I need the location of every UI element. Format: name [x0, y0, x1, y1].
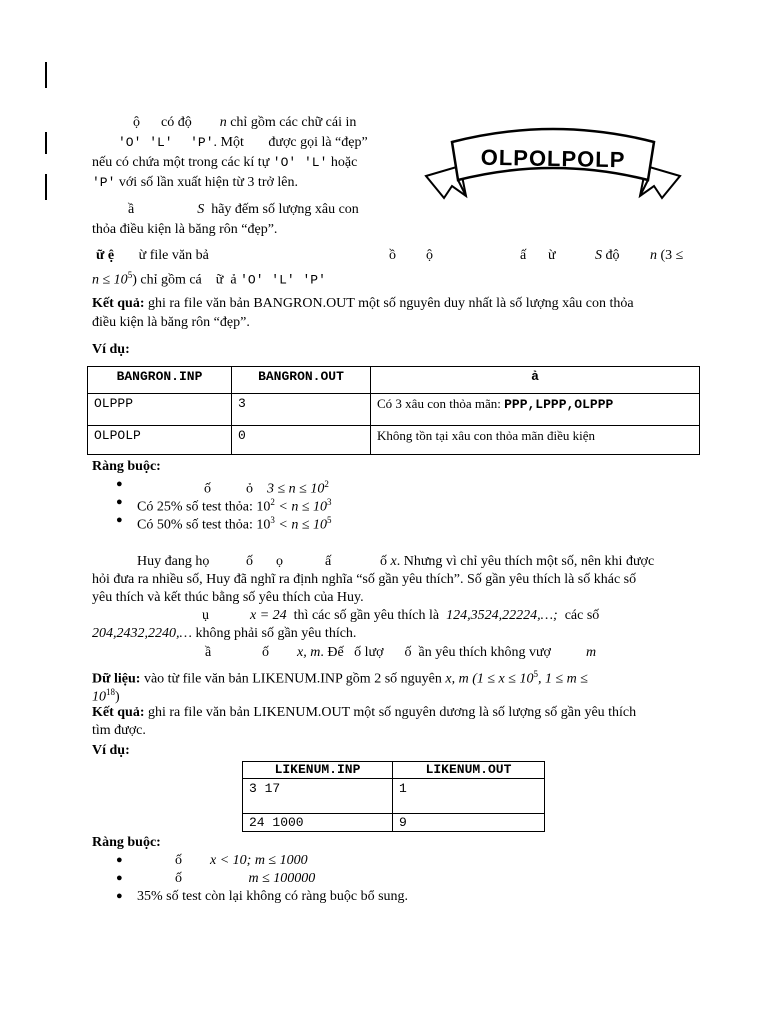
problem1-line: $n \le 10^5$) chỉ gồm cá ữ ả 'O' 'L' 'P' — [92, 270, 326, 288]
problem2-result: tìm được. — [92, 723, 146, 738]
revision-bar — [45, 62, 47, 88]
revision-bar — [45, 132, 47, 154]
example-table-2 — [242, 761, 545, 832]
table-cell: OLPPP — [88, 394, 232, 426]
bullet-icon: ● — [116, 890, 123, 902]
table-cell: 1 — [393, 779, 545, 814]
revision-bar — [45, 174, 47, 200]
table-cell: OLPOLP — [88, 426, 232, 455]
problem2-line: ố x, m. Đế ố lượ ố ần yêu thích không vượ m — [262, 645, 597, 660]
bullet-icon: ● — [116, 854, 123, 866]
problem1-line: thỏa điều kiện là băng rôn “đẹp”. — [92, 222, 278, 237]
bullet-icon: ● — [116, 478, 123, 490]
table-header: LIKENUM.INP — [243, 762, 393, 779]
problem2-result: Kết quả: ghi ra file văn bản LIKENUM.OUT một số nguyên dương là số lượng số gần yêu thích — [92, 705, 637, 720]
table-header: ả — [371, 367, 700, 394]
problem1-line: ữ ệ ừ file văn bả — [96, 248, 209, 263]
problem2-data: $10^{18}$) — [92, 687, 120, 705]
constraint-item: ố m ≤ 100000 — [175, 871, 316, 886]
table-cell: Không tồn tại xâu con thỏa mãn điều kiện — [371, 426, 700, 455]
constraints-label: Ràng buộc: — [92, 835, 161, 850]
table-cell: 9 — [393, 814, 545, 832]
problem1-line: ồ — [389, 248, 396, 263]
problem2-line: ọ — [276, 554, 283, 569]
table-row — [243, 814, 545, 832]
problem2-line: Huy đang họ — [137, 554, 210, 569]
table-header: LIKENUM.OUT — [393, 762, 545, 779]
problem2-data: Dữ liệu: vào từ file văn bản LIKENUM.INP gồm 2 số nguyên x, m ($1 \le x \le 10^5$, 1 ≤ m ≤ — [92, 669, 588, 687]
table-row — [88, 426, 700, 455]
constraint-item: Có 25% số test thỏa: $10^2 < n \le 10^3$ — [137, 497, 332, 515]
example-label: Ví dụ: — [92, 342, 130, 357]
problem2-line: hỏi đưa ra nhiều số, Huy đã nghĩ ra định nghĩa “số gần yêu thích”. Số gần yêu thích là số khác số — [92, 572, 637, 587]
problem1-line: ộ — [426, 248, 433, 263]
problem1-result: điều kiện là băng rôn “đẹp”. — [92, 315, 250, 330]
problem1-line: 'P' với số lần xuất hiện từ 3 trở lên. — [92, 175, 298, 190]
problem1-line: nếu có chứa một trong các kí tự 'O' 'L' hoặc — [92, 155, 358, 170]
example-table-1 — [87, 366, 700, 455]
problem1-line: ấ — [520, 248, 527, 263]
problem1-line: ừ — [548, 248, 556, 263]
problem1-line: ầ S hãy đếm số lượng xâu con — [128, 202, 359, 217]
table-cell: 24 1000 — [243, 814, 393, 832]
constraint-item: ố ỏ $3 \le n \le 10^2$ — [204, 479, 329, 497]
problem2-line: yêu thích và kết thúc bằng số yêu thích của Huy. — [92, 590, 364, 605]
bullet-icon: ● — [116, 514, 123, 526]
table-row — [243, 779, 545, 814]
problem1-result: Kết quả: ghi ra file văn bản BANGRON.OUT một số nguyên duy nhất là số lượng xâu con thỏa — [92, 296, 634, 311]
example-label: Ví dụ: — [92, 743, 130, 758]
constraint-item: 35% số test còn lại không có ràng buộc bổ sung. — [137, 889, 409, 904]
constraint-item: Có 50% số test thỏa: $10^3 < n \le 10^5$ — [137, 515, 332, 533]
problem2-line: ấ — [325, 554, 332, 569]
table-cell: Có 3 xâu con thỏa mãn: PPP,LPPP,OLPPP — [371, 394, 700, 426]
table-cell: 3 — [232, 394, 371, 426]
problem1-line: 'O' 'L' 'P'. Một được gọi là “đẹp” — [118, 135, 368, 150]
bullet-icon: ● — [116, 496, 123, 508]
problem2-line: x = 24 thì các số gần yêu thích là 124,3524,22224,…; các số — [250, 608, 600, 623]
table-header: BANGRON.OUT — [232, 367, 371, 394]
problem1-line: ộ có độ n chỉ gồm các chữ cái in — [133, 115, 357, 130]
banner-text: OLPOLPOLP — [480, 144, 626, 173]
table-cell: 0 — [232, 426, 371, 455]
problem2-line: ầ — [205, 645, 212, 660]
problem2-line: ụ — [202, 608, 209, 623]
constraint-item: ố x < 10; m ≤ 1000 — [175, 853, 308, 868]
banner-image — [422, 122, 684, 206]
table-row — [88, 394, 700, 426]
problem1-line: S độ — [595, 248, 620, 263]
problem2-line: ố x. Nhưng vì chỉ yêu thích một số, nên khi được — [380, 554, 655, 569]
problem1-line: n (3 ≤ — [650, 248, 684, 263]
table-header: BANGRON.INP — [88, 367, 232, 394]
constraints-label: Ràng buộc: — [92, 459, 161, 474]
bullet-icon: ● — [116, 872, 123, 884]
table-cell: 3 17 — [243, 779, 393, 814]
problem2-line: ố — [246, 554, 253, 569]
problem2-line: 204,2432,2240,… không phải số gần yêu thích. — [92, 626, 357, 641]
